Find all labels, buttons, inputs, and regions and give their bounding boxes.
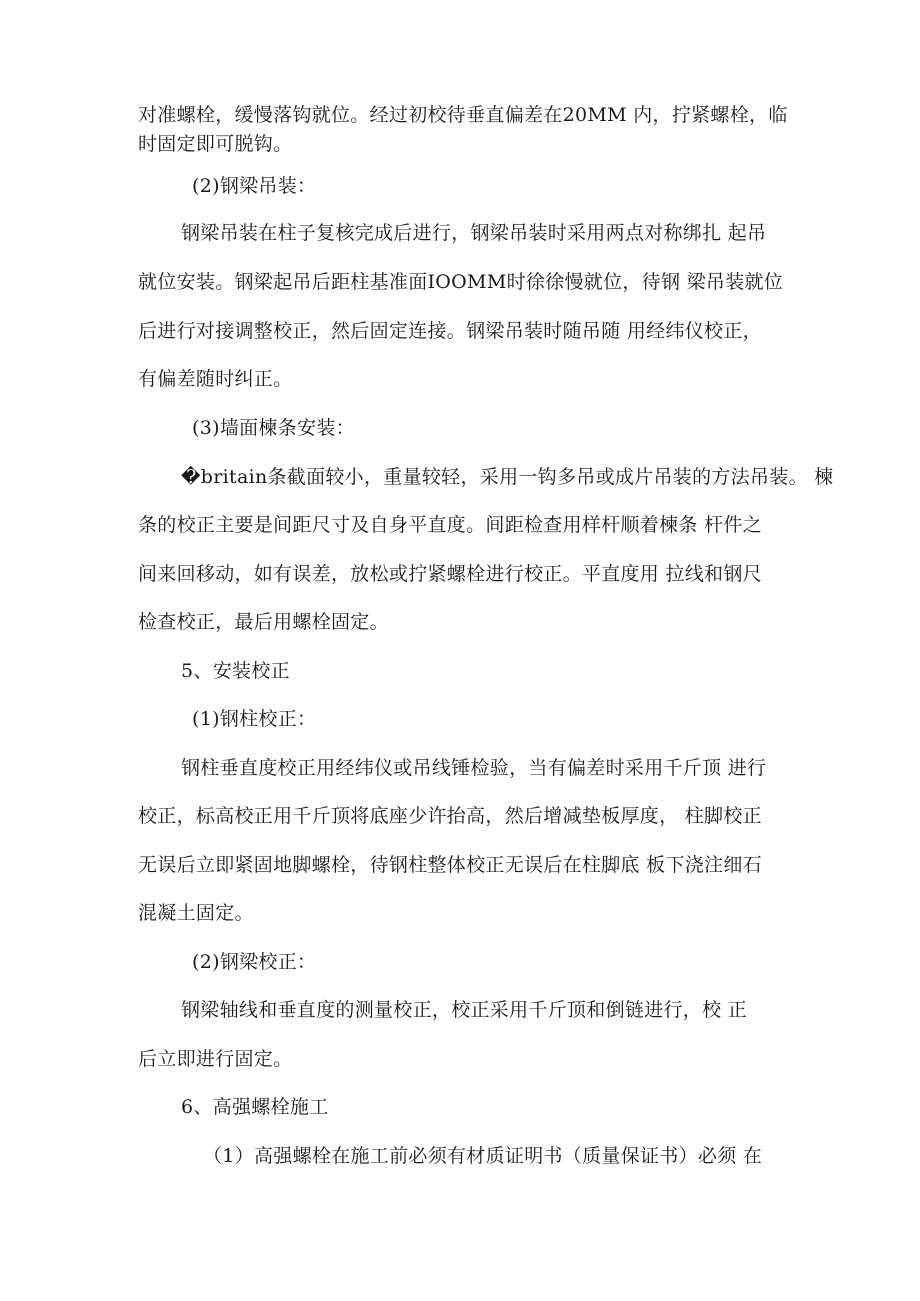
paragraph-line: 校正，标高校正用千斤顶将底座少许抬高，然后增减垫板厚度， 柱脚校正 <box>138 805 762 827</box>
paragraph-line: �britain条截面较小，重量较轻，采用一钩多吊或成片吊装的方法吊装。 楝 <box>181 466 834 488</box>
paragraph-line: 就位安装。钢梁起吊后距柱基准面IOOMM时徐徐慢就位，待钢 梁吊装就位 <box>138 271 784 293</box>
paragraph-line: 后进行对接调整校正，然后固定连接。钢梁吊装时随吊随 用经纬仪校正， <box>138 320 762 342</box>
section-heading: (2)钢梁校正： <box>192 951 317 973</box>
section-heading: 5、安装校正 <box>181 660 290 682</box>
paragraph-line: 间来回移动，如有误差，放松或拧紧螺栓进行校正。平直度用 拉线和钢尺 <box>138 563 762 585</box>
paragraph-line: 对准螺栓，缓慢落钩就位。经过初校待垂直偏差在20MM 内，拧紧螺栓，临 <box>138 104 788 126</box>
paragraph-line: 混凝土固定。 <box>138 902 254 924</box>
paragraph-line: 钢柱垂直度校正用经纬仪或吊线锤检验，当有偏差时采用千斤顶 进行 <box>181 757 767 779</box>
paragraph-line: 钢梁吊装在柱子复核完成后进行，钢梁吊装时采用两点对称绑扎 起吊 <box>181 222 767 244</box>
paragraph-line: （1）高强螺栓在施工前必须有材质证明书（质量保证书）必须 在 <box>203 1145 763 1167</box>
paragraph-line: 后立即进行固定。 <box>138 1048 293 1070</box>
paragraph-line: 时固定即可脱钩。 <box>138 133 293 155</box>
section-heading: (2)钢梁吊装： <box>192 175 317 197</box>
section-heading: 6、高强螺栓施工 <box>181 1096 329 1118</box>
paragraph-line: 检查校正，最后用螺栓固定。 <box>138 611 389 633</box>
paragraph-line: 条的校正主要是间距尺寸及自身平直度。间距检查用样杆顺着楝条 杆件之 <box>138 514 762 536</box>
section-heading: (3)墙面楝条安装： <box>192 417 355 439</box>
section-heading: (1)钢柱校正： <box>192 708 317 730</box>
paragraph-line: 有偏差随时纠正。 <box>138 368 293 390</box>
paragraph-line: 钢梁轴线和垂直度的测量校正，校正采用千斤顶和倒链进行，校 正 <box>181 999 748 1021</box>
paragraph-line: 无误后立即紧固地脚螺栓，待钢柱整体校正无误后在柱脚底 板下浇注细石 <box>138 854 762 876</box>
